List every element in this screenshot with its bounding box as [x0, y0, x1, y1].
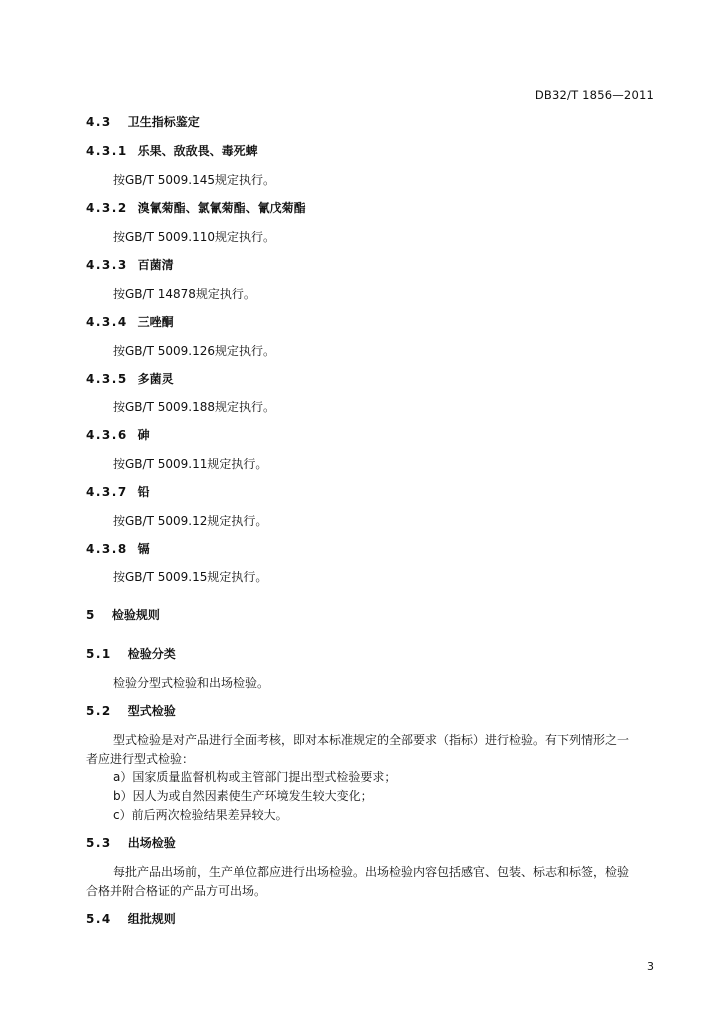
section-body: 型式检验是对产品进行全面考核，即对本标准规定的全部要求（指标）进行检验。有下列情形之一	[113, 733, 630, 747]
section-body: 按GB/T 5009.188规定执行。	[113, 400, 275, 414]
section-body: 按GB/T 5009.110规定执行。	[113, 230, 275, 244]
chapter-heading: 5 检验规则	[86, 608, 160, 622]
section-heading: 4.3 卫生指标鉴定	[86, 115, 200, 129]
section-heading: 4.3.3 百菌清	[86, 258, 174, 272]
section-body: 每批产品出场前，生产单位都应进行出场检验。出场检验内容包括感官、包装、标志和标签，检验	[113, 865, 630, 879]
section-heading: 5.3 出场检验	[86, 836, 176, 850]
list-item: b）因人为或自然因素使生产环境发生较大变化；	[113, 789, 373, 803]
section-heading: 5.2 型式检验	[86, 704, 176, 718]
section-body-continued: 合格并附合格证的产品方可出场。	[86, 884, 267, 898]
section-heading: 4.3.2 溴氰菊酯、氯氰菊酯、氰戊菊酯	[86, 201, 306, 215]
list-item: c）前后两次检验结果差异较大。	[113, 808, 288, 822]
section-heading: 4.3.1 乐果、敌敌畏、毒死蜱	[86, 144, 258, 158]
section-heading: 4.3.6 砷	[86, 428, 150, 442]
section-heading: 4.3.4 三唑酮	[86, 315, 174, 329]
section-body: 按GB/T 14878规定执行。	[113, 287, 256, 301]
section-body: 检验分型式检验和出场检验。	[113, 676, 270, 690]
section-heading: 5.4 组批规则	[86, 912, 176, 926]
section-heading: 4.3.7 铅	[86, 485, 150, 499]
section-heading: 5.1 检验分类	[86, 647, 176, 661]
section-heading: 4.3.5 多菌灵	[86, 372, 174, 386]
section-body: 按GB/T 5009.145规定执行。	[113, 173, 275, 187]
section-body: 按GB/T 5009.126规定执行。	[113, 344, 275, 358]
list-item: a）国家质量监督机构或主管部门提出型式检验要求；	[113, 770, 397, 784]
section-heading: 4.3.8 镉	[86, 542, 150, 556]
document-code: DB32/T 1856—2011	[534, 88, 654, 102]
section-body: 按GB/T 5009.12规定执行。	[113, 514, 268, 528]
section-body: 按GB/T 5009.15规定执行。	[113, 570, 268, 584]
section-body-continued: 者应进行型式检验：	[86, 752, 195, 766]
page-number: 3	[647, 960, 654, 973]
section-body: 按GB/T 5009.11规定执行。	[113, 457, 268, 471]
